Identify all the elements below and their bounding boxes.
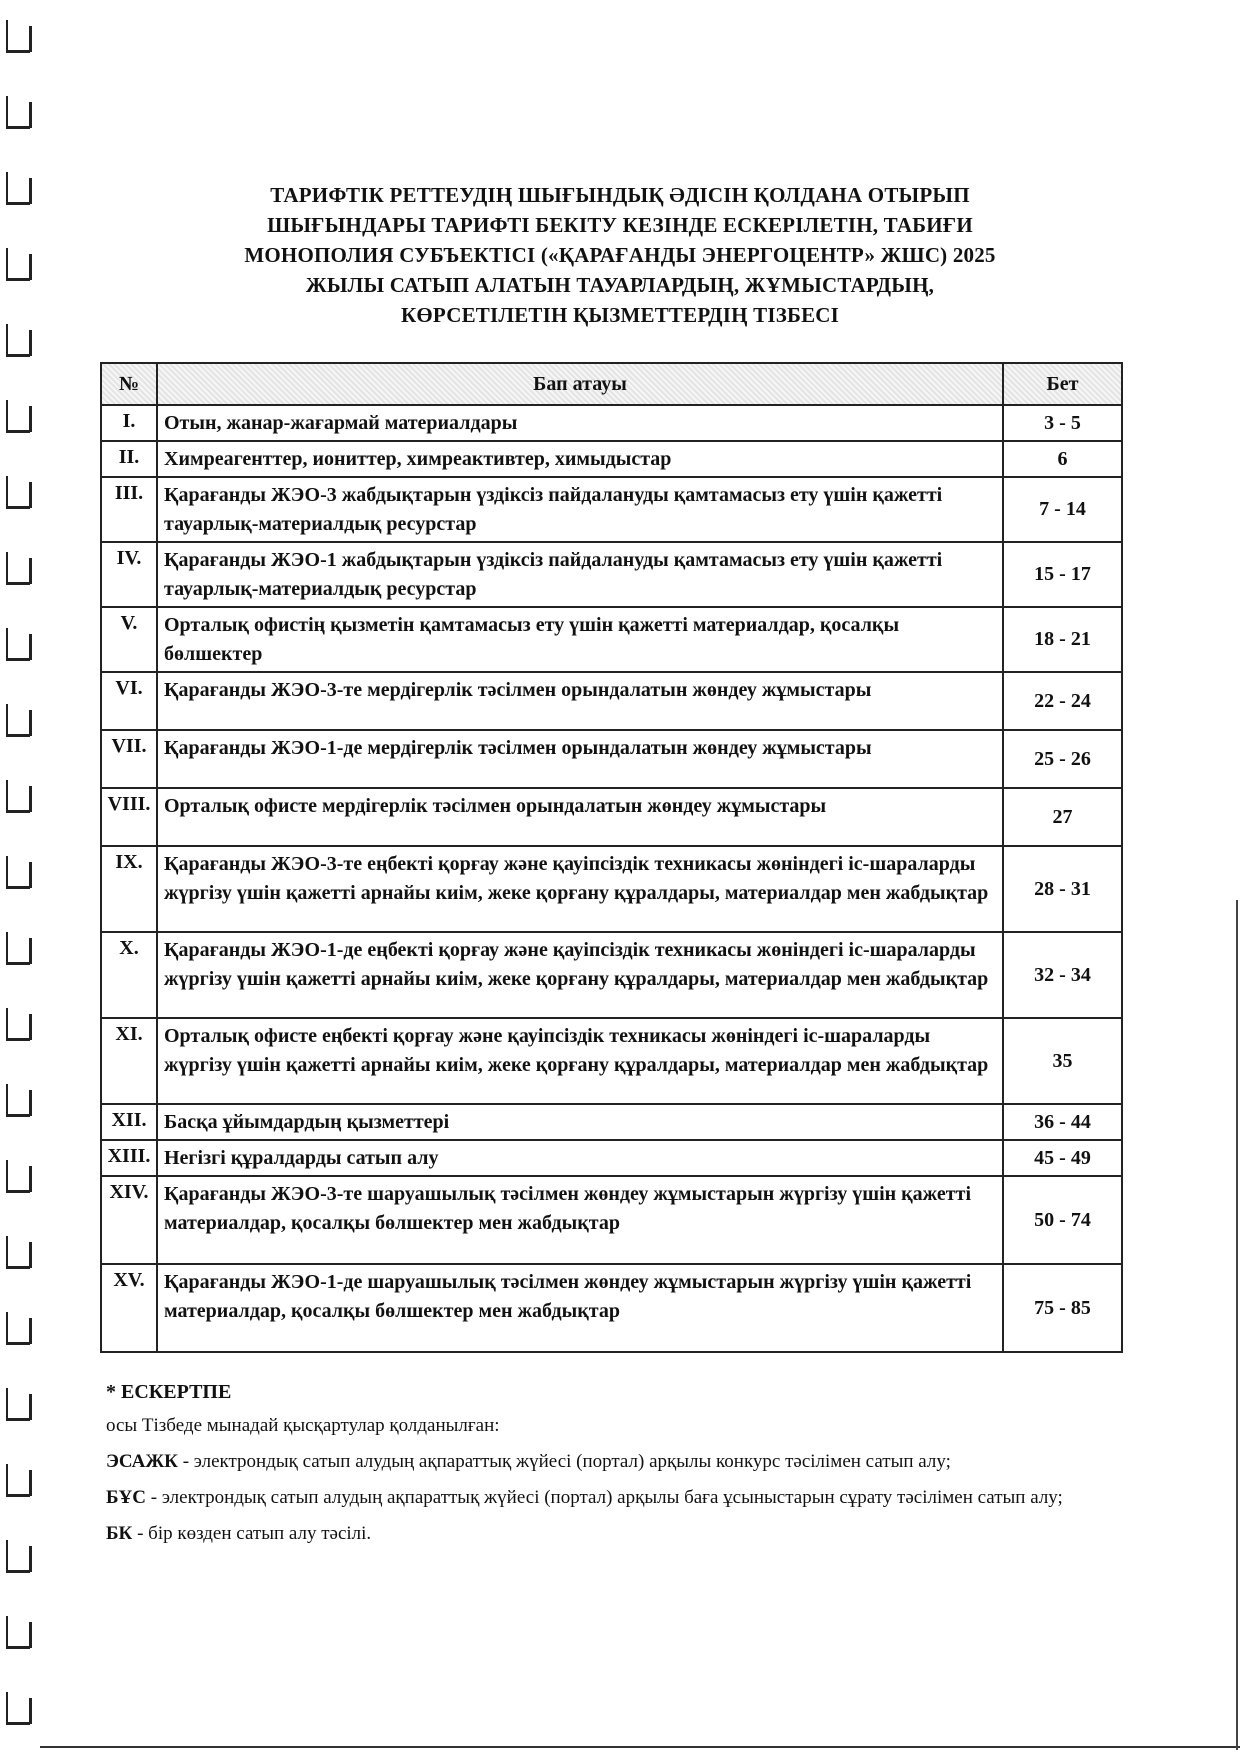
scan-edge-bottom: [40, 1746, 1240, 1748]
header-num: №: [101, 363, 157, 405]
row-pages: 25 - 26: [1003, 730, 1122, 788]
row-number: VI.: [101, 672, 157, 730]
table-row: [101, 441, 1122, 477]
row-number: IX.: [101, 846, 157, 932]
note-text: - электрондық сатып алудың ақпараттық жүйесі (портал) арқылы конкурс тәсілімен сатып алу;: [177, 1451, 951, 1472]
table-row: [101, 846, 1122, 932]
title-line: ЖЫЛЫ САТЫП АЛАТЫН ТАУАРЛАРДЫҢ, ЖҰМЫСТАРДЫҢ,: [305, 273, 935, 297]
binding-mark: [6, 1008, 30, 1041]
row-pages: 28 - 31: [1003, 846, 1122, 932]
binding-mark: [6, 1464, 30, 1497]
row-pages: 15 - 17: [1003, 542, 1122, 607]
row-pages: 6: [1003, 441, 1122, 477]
row-number: X.: [101, 932, 157, 1018]
row-title: Басқа ұйымдардың қызметтері: [157, 1104, 1003, 1140]
table-row: [101, 1018, 1122, 1104]
binding-mark: [6, 20, 30, 53]
row-pages: 75 - 85: [1003, 1264, 1122, 1352]
row-number: V.: [101, 607, 157, 672]
row-title: Қарағанды ЖЭО-1-де еңбекті қорғау және қауіпсіздік техникасы жөніндегі іс-шараларды жүргізу үшін қажетті арнайы киім, жеке қорғану құралдары, материалдар мен жабдықтар: [157, 932, 1003, 1018]
binding-mark: [6, 1388, 30, 1421]
table-row: [101, 607, 1122, 672]
table-row: [101, 730, 1122, 788]
table-row: [101, 1104, 1122, 1140]
note-item: [106, 1448, 1106, 1476]
row-pages: 22 - 24: [1003, 672, 1122, 730]
title-line: КӨРСЕТІЛЕТІН ҚЫЗМЕТТЕРДІҢ ТІЗБЕСІ: [400, 303, 840, 327]
row-number: XV.: [101, 1264, 157, 1352]
binding-mark: [6, 400, 30, 433]
binding-mark: [6, 856, 30, 889]
row-title: Орталық офисте мердігерлік тәсілмен орындалатын жөндеу жұмыстары: [157, 788, 1003, 846]
table-body: [101, 405, 1122, 1352]
row-title: Қарағанды ЖЭО-1-де шаруашылық тәсілмен жөндеу жұмыстарын жүргізу үшін қажетті материалдар, қосалқы бөлшектер мен жабдықтар: [157, 1264, 1003, 1352]
binding-mark: [6, 780, 30, 813]
binding-mark: [6, 932, 30, 965]
row-pages: 32 - 34: [1003, 932, 1122, 1018]
row-number: XI.: [101, 1018, 157, 1104]
row-title: Қарағанды ЖЭО-3-те шаруашылық тәсілмен жөндеу жұмыстарын жүргізу үшін қажетті материалдар, қосалқы бөлшектер мен жабдықтар: [157, 1176, 1003, 1264]
row-pages: 35: [1003, 1018, 1122, 1104]
row-number: XIV.: [101, 1176, 157, 1264]
document-title: [170, 180, 1070, 330]
table-row: [101, 1140, 1122, 1176]
row-number: IV.: [101, 542, 157, 607]
row-pages: 18 - 21: [1003, 607, 1122, 672]
row-number: XIII.: [101, 1140, 157, 1176]
row-title: Қарағанды ЖЭО-3-те мердігерлік тәсілмен орындалатын жөндеу жұмыстары: [157, 672, 1003, 730]
binding-mark: [6, 1616, 30, 1649]
row-title: Орталық офистің қызметін қамтамасыз ету үшін қажетті материалдар, қосалқы бөлшектер: [157, 607, 1003, 672]
row-number: VII.: [101, 730, 157, 788]
table-row: [101, 1176, 1122, 1264]
row-pages: 50 - 74: [1003, 1176, 1122, 1264]
table-header-row: [101, 363, 1122, 405]
note-item: [106, 1520, 1106, 1548]
binding-mark: [6, 1312, 30, 1345]
note-abbr: БК: [106, 1523, 133, 1544]
row-pages: 7 - 14: [1003, 477, 1122, 542]
row-number: I.: [101, 405, 157, 441]
binding-mark: [6, 476, 30, 509]
title-line: МОНОПОЛИЯ СУБЪЕКТІСІ («ҚАРАҒАНДЫ ЭНЕРГОЦЕНТР» ЖШС) 2025: [244, 243, 996, 267]
row-title: Қарағанды ЖЭО-1 жабдықтарын үздіксіз пайдалануды қамтамасыз ету үшін қажетті тауарлық-материалдық ресурстар: [157, 542, 1003, 607]
row-number: II.: [101, 441, 157, 477]
title-line: ТАРИФТІК РЕТТЕУДІҢ ШЫҒЫНДЫҚ ӘДІСІН ҚОЛДАНА ОТЫРЫП: [270, 183, 970, 207]
row-title: Орталық офисте еңбекті қорғау және қауіпсіздік техникасы жөніндегі іс-шараларды жүргізу үшін қажетті арнайы киім, жеке қорғану құралдары, материалдар мен жабдықтар: [157, 1018, 1003, 1104]
binding-mark: [6, 1236, 30, 1269]
table-row: [101, 1264, 1122, 1352]
row-title: Қарағанды ЖЭО-1-де мердігерлік тәсілмен орындалатын жөндеу жұмыстары: [157, 730, 1003, 788]
row-title: Қарағанды ЖЭО-3 жабдықтарын үздіксіз пайдалануды қамтамасыз ету үшін қажетті тауарлық-материалдық ресурстар: [157, 477, 1003, 542]
note-abbr: БҰС: [106, 1487, 147, 1508]
table-row: [101, 542, 1122, 607]
row-number: VIII.: [101, 788, 157, 846]
binding-mark: [6, 248, 30, 281]
note-section: [106, 1378, 1106, 1556]
scan-edge-right: [1236, 900, 1238, 1750]
note-text: - электрондық сатып алудың ақпараттық жүйесі (портал) арқылы баға ұсыныстарын сұрату тәсілімен сатып алу;: [146, 1487, 1063, 1508]
title-line: ШЫҒЫНДАРЫ ТАРИФТІ БЕКІТУ КЕЗІНДЕ ЕСКЕРІЛЕТІН, ТАБИҒИ: [267, 213, 973, 237]
note-abbr: ЭСАЖК: [106, 1451, 178, 1472]
row-title: Негізгі құралдарды сатып алу: [157, 1140, 1003, 1176]
binding-marks: [0, 0, 40, 1754]
row-title: Қарағанды ЖЭО-3-те еңбекті қорғау және қауіпсіздік техникасы жөніндегі іс-шараларды жүргізу үшін қажетті арнайы киім, жеке қорғану құралдары, материалдар мен жабдықтар: [157, 846, 1003, 932]
table-row: [101, 405, 1122, 441]
row-number: III.: [101, 477, 157, 542]
row-title: Химреагенттер, иониттер, химреактивтер, химыдыстар: [157, 441, 1003, 477]
binding-mark: [6, 1692, 30, 1725]
note-heading: * ЕСКЕРТПЕ: [106, 1381, 232, 1403]
binding-mark: [6, 96, 30, 129]
binding-mark: [6, 1084, 30, 1117]
binding-mark: [6, 552, 30, 585]
row-pages: 45 - 49: [1003, 1140, 1122, 1176]
row-pages: 27: [1003, 788, 1122, 846]
binding-mark: [6, 704, 30, 737]
table-row: [101, 932, 1122, 1018]
contents-table: [100, 362, 1123, 1353]
binding-mark: [6, 324, 30, 357]
row-number: XII.: [101, 1104, 157, 1140]
header-pages: Бет: [1003, 363, 1122, 405]
binding-mark: [6, 172, 30, 205]
binding-mark: [6, 1540, 30, 1573]
binding-mark: [6, 628, 30, 661]
note-intro: осы Тізбеде мынадай қысқартулар қолданылған:: [106, 1415, 500, 1436]
note-text: - бір көзден сатып алу тәсілі.: [132, 1523, 372, 1544]
table-row: [101, 788, 1122, 846]
row-title: Отын, жанар-жағармай материалдары: [157, 405, 1003, 441]
row-pages: 3 - 5: [1003, 405, 1122, 441]
row-pages: 36 - 44: [1003, 1104, 1122, 1140]
note-item: [106, 1484, 1106, 1512]
header-name: Бап атауы: [157, 363, 1003, 405]
table-row: [101, 477, 1122, 542]
binding-mark: [6, 1160, 30, 1193]
table-row: [101, 672, 1122, 730]
